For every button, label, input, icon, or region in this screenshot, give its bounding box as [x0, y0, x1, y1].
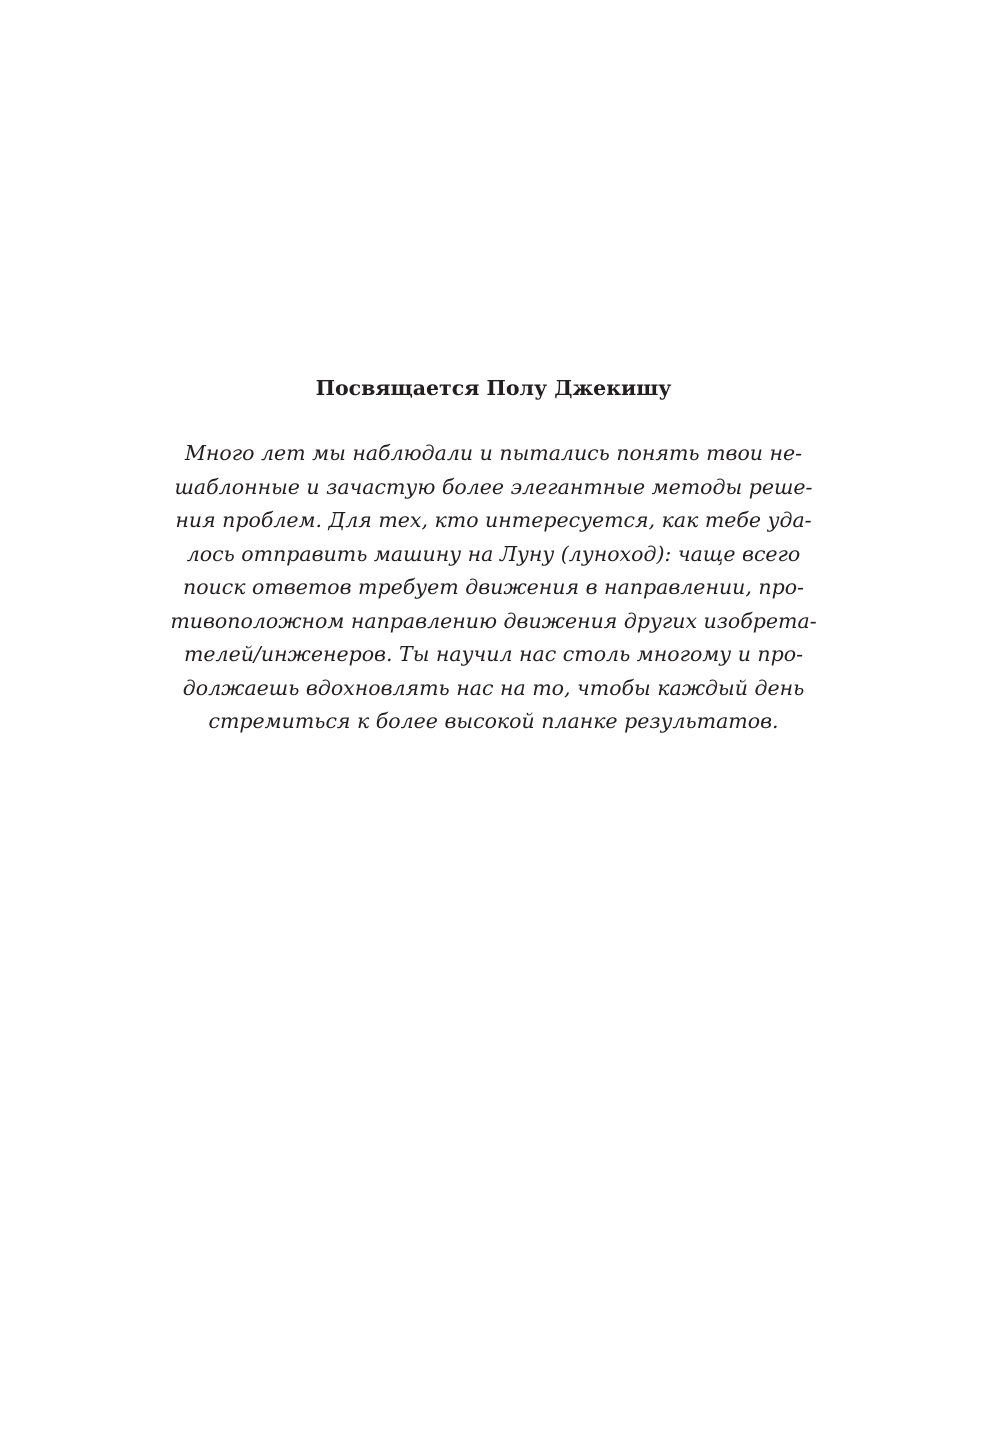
dedication-line: шаблонные и зачастую более элегантные методы реше-	[174, 474, 813, 499]
dedication-line: Много лет мы наблюдали и пытались понять твои не-	[184, 441, 803, 465]
dedication-title: Посвящается Полу Джекишу	[315, 376, 672, 400]
dedication-line: лось отправить машину на Луну (луноход): чаще всего	[186, 541, 801, 566]
dedication-line: поиск ответов требует движения в направлении, про-	[183, 575, 804, 599]
dedication-line: телей/инженеров. Ты научил нас столь многому и про-	[183, 642, 804, 666]
dedication-line: ния проблем. Для тех, кто интересуется, как тебе уда-	[175, 508, 812, 532]
dedication-line: должаешь вдохновлять нас на то, чтобы каждый день	[182, 675, 805, 700]
dedication-line: тивоположном направлению движения других изобрета-	[170, 608, 817, 633]
dedication-text	[0, 437, 987, 739]
dedication-line: стремиться к более высокой планке результатов.	[208, 709, 779, 733]
